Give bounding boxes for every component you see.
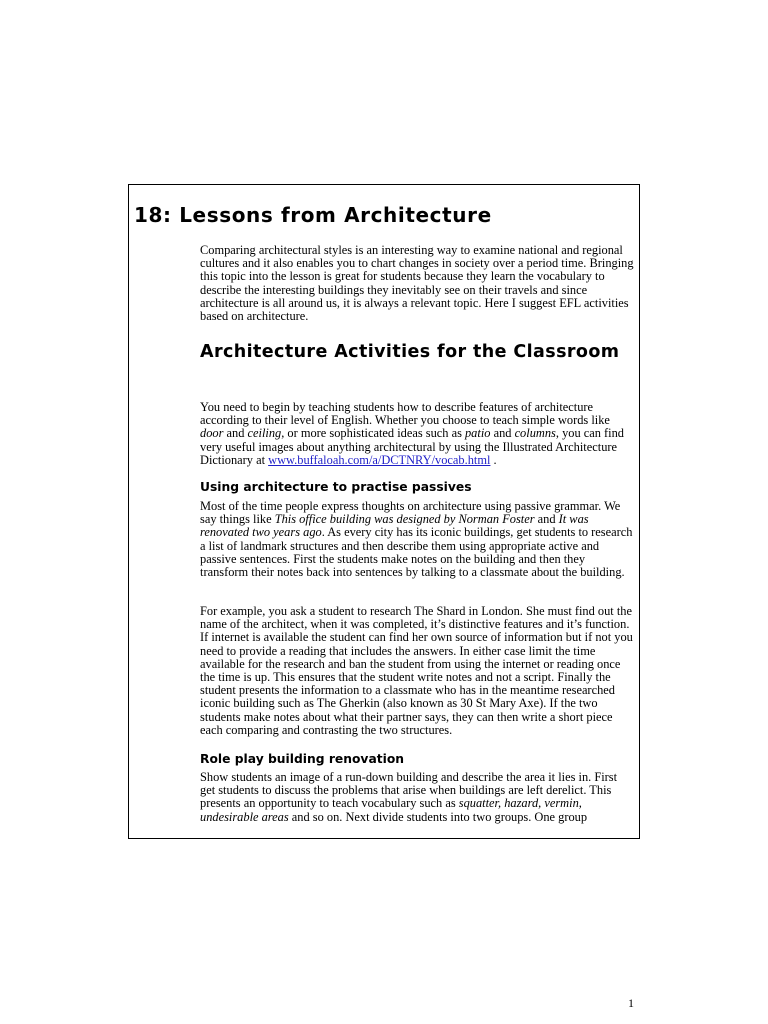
roleplay-paragraph: Show students an image of a run-down building and describe the area it lies in. First get students to discuss the problems that arise when buildings are left derelict. This presents an opportunity to teach vocabulary such as squatter, hazard, vermin, undesirable areas and so on. Next divide students into two groups. One group (200, 770, 618, 824)
emphasis-example-1: This office building was designed by Norman Foster (274, 512, 535, 527)
passives-paragraph-2: For example, you ask a student to research The Shard in London. She must find out the name of the architect, when it was completed, it’s distinctive features and it’s function. If internet is available the student can find her own source of information but if not you need to provide a reading that includes the answers. In either case limit the time available for the research and ban the student from using the internet or reading once the time is up. This ensures that the student write notes and not a script. Finally the student presents the information to a classmate who has in the meantime researched iconic building such as The Gherkin (also known as 30 St Mary Axe). If the two students make notes about what their partner says, they can then write a short piece each comparing and contrasting the two structures. (200, 604, 633, 737)
architecture-dictionary-link[interactable]: www.buffaloah.com/a/DCTNRY/vocab.html (268, 452, 491, 467)
emphasis-ceiling: ceiling (247, 426, 282, 441)
section-heading: Architecture Activities for the Classroom (200, 342, 620, 362)
page-number: 1 (628, 996, 634, 1010)
intro-paragraph: Comparing architectural styles is an interesting way to examine national and regional cultures and it also enables you to chart changes in society over a period time. Bringing this topic into the lesson is great for students because they learn the vocabulary to describe the interesting buildings they inevitably see on their travels and since architecture is all around us, it is always a relevant topic. Here I suggest EFL activities based on architecture. (200, 243, 634, 324)
emphasis-example-2: It was renovated two years ago (200, 512, 589, 540)
passives-paragraph-1: Most of the time people express thoughts on architecture using passive grammar. We say things like This office building was designed by Norman Foster and It was renovated two years ago. As every city has its iconic buildings, get students to research a list of landmark structures and then describe them using appropriate active and passive sentences. First the students make notes on the building and then they transform their notes back into sentences by talking to a classmate about the building. (200, 499, 633, 580)
activities-paragraph: You need to begin by teaching students how to describe features of architecture according to their level of English. Whether you choose to teach simple words like door and ceiling, or more sophisticated ideas such as patio and columns, you can find very useful images about anything architectural by using the Illustrated Architecture Dictionary at www.buffaloah.com/a/DCTNRY/vocab.html . (200, 400, 625, 467)
passives-heading: Using architecture to practise passives (200, 480, 472, 494)
emphasis-door: door (200, 426, 224, 441)
emphasis-vocabulary: squatter, hazard, vermin, undesirable areas (200, 796, 582, 824)
emphasis-patio: patio (464, 426, 491, 441)
roleplay-heading: Role play building renovation (200, 752, 405, 766)
emphasis-columns: columns (514, 426, 556, 441)
document-title: 18: Lessons from Architecture (134, 203, 492, 227)
